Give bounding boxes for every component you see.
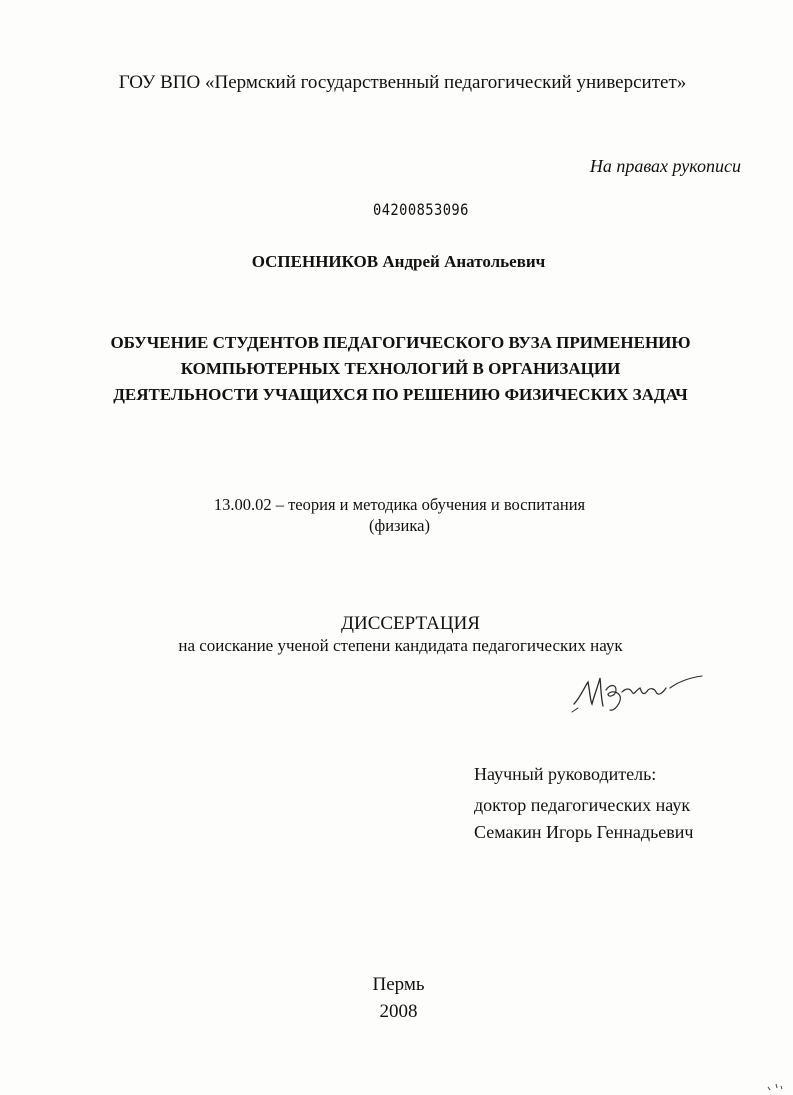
city: Пермь xyxy=(372,974,425,995)
specialty xyxy=(3,494,793,536)
thesis-title-line: ОБУЧЕНИЕ СТУДЕНТОВ ПЕДАГОГИЧЕСКОГО ВУЗА ПРИМЕНЕНИЮ xyxy=(110,333,691,352)
advisor-name: Семакин Игорь Геннадьевич xyxy=(474,822,694,842)
thesis-title-line: ДЕЯТЕЛЬНОСТИ УЧАЩИХСЯ ПО РЕШЕНИЮ ФИЗИЧЕСКИХ ЗАДАЧ xyxy=(113,385,688,404)
specialty-code-line: 13.00.02 – теория и методика обучения и воспитания xyxy=(213,495,586,514)
degree-line: на соискание ученой степени кандидата педагогических наук xyxy=(178,636,623,655)
handwritten-signature xyxy=(570,668,710,714)
catalog-code: 04200853096 xyxy=(373,200,469,219)
scan-mark xyxy=(766,1081,784,1091)
advisor-block xyxy=(474,761,693,846)
document-type: ДИССЕРТАЦИЯ xyxy=(341,613,480,634)
rights-note: На правах рукописи xyxy=(589,156,741,176)
year: 2008 xyxy=(379,1001,418,1022)
author-name: ОСПЕННИКОВ Андрей Анатольевич xyxy=(251,252,546,271)
advisor-label: Научный руководитель: xyxy=(474,764,657,784)
thesis-title xyxy=(4,330,793,408)
thesis-title-line: КОМПЬЮТЕРНЫХ ТЕХНОЛОГИЙ В ОРГАНИЗАЦИИ xyxy=(180,359,621,378)
specialty-subject-line: (физика) xyxy=(369,516,430,535)
institution-name: ГОУ ВПО «Пермский государственный педагогический университет» xyxy=(118,72,687,93)
advisor-degree: доктор педагогических наук xyxy=(474,795,691,815)
